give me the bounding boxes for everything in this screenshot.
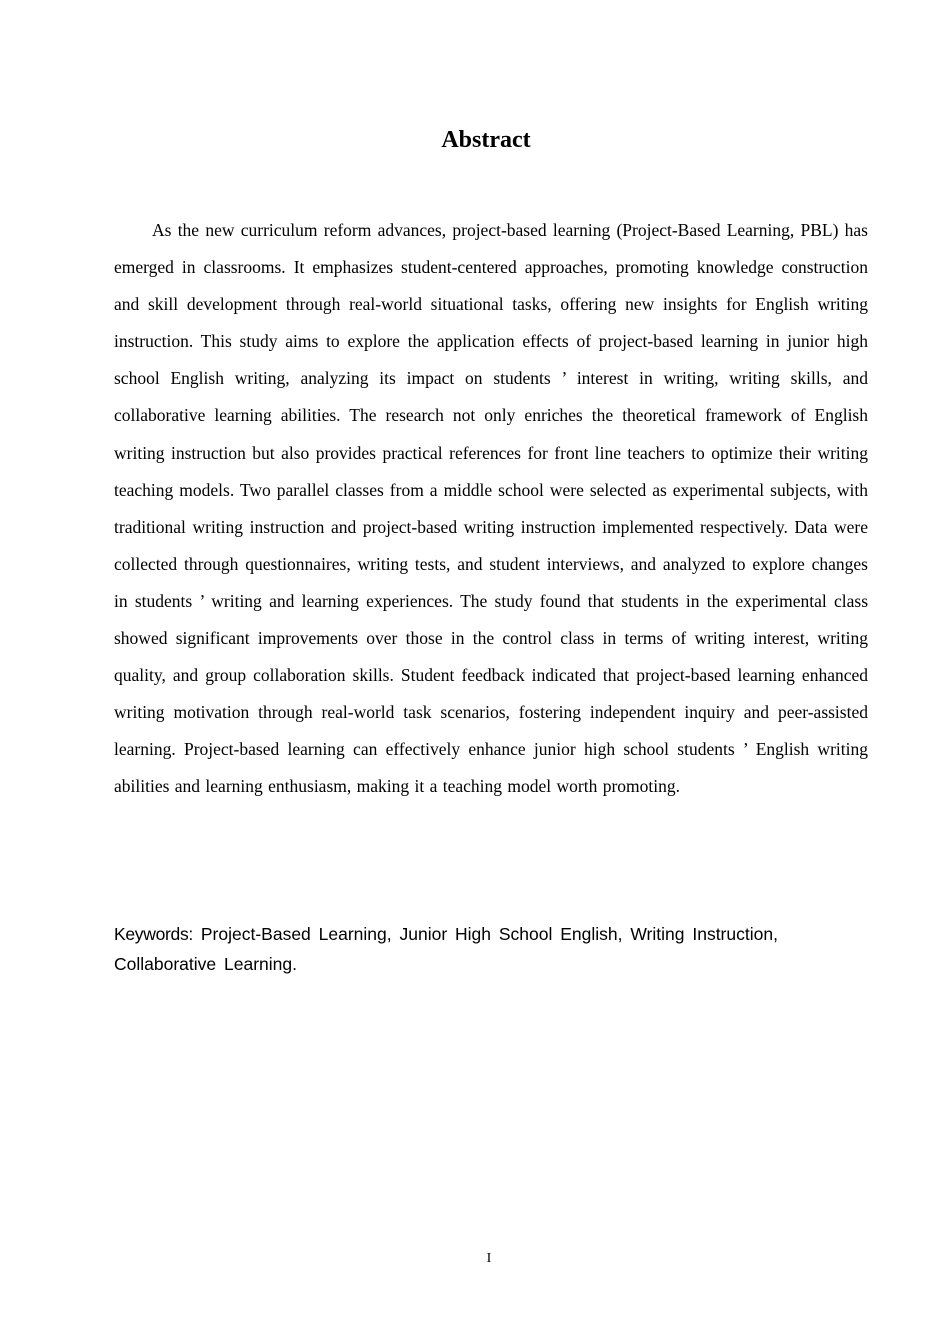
abstract-title: Abstract (441, 127, 531, 153)
page-number: I (486, 1251, 492, 1266)
keywords-label: Keywords: (114, 924, 193, 944)
keywords-section (114, 919, 868, 979)
keywords-list: Project-Based Learning, Junior High School English, Writing Instruction, Collaborative Learning. (114, 924, 778, 974)
abstract-body: As the new curriculum reform advances, project-based learning (Project-Based Learning, PBL) has emerged in classrooms. It emphasizes student-centered approaches, promoting knowledge construction and skill development through real-world situational tasks, offering new insights for English writing instruction. This study aims to explore the application effects of project-based learning in junior high school English writing, analyzing its impact on students ’ interest in writing, writing skills, and collaborative learning abilities. The research not only enriches the theoretical framework of English writing instruction but also provides practical references for front line teachers to optimize their writing teaching models. Two parallel classes from a middle school were selected as experimental subjects, with traditional writing instruction and project-based writing instruction implemented respectively. Data were collected through questionnaires, writing tests, and student interviews, and analyzed to explore changes in students ’ writing and learning experiences. The study found that students in the experimental class showed significant improvements over those in the control class in terms of writing interest, writing quality, and group collaboration skills. Student feedback indicated that project-based learning enhanced writing motivation through real-world task scenarios, fostering independent inquiry and peer-assisted learning. Project-based learning can effectively enhance junior high school students ’ English writing abilities and learning enthusiasm, making it a teaching model worth promoting. (114, 220, 868, 797)
